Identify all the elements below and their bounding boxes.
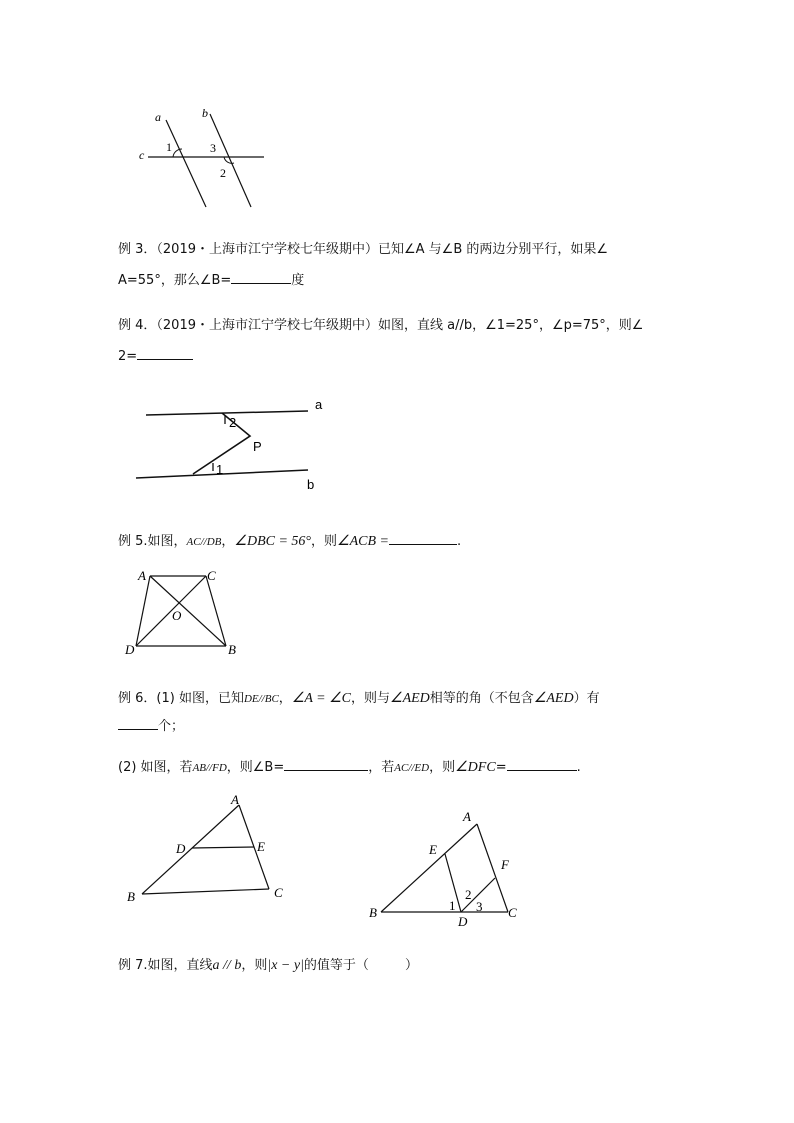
label-angle-2: 2 [220,166,226,180]
example-4-text: 例 4．（2019・上海市江宁学校七年级期中）如图，直线 a//b，∠1=25°，∠p=75°，则∠ [118,318,644,333]
example-7-post: 的值等于（ [303,958,369,973]
label-C: C [274,885,283,900]
label-D: D [125,642,135,657]
example-6-part2-ask2-pre: ，则 [429,760,456,775]
label-A: A [231,792,239,807]
figure-triangle-edf [365,806,535,931]
example-5-given: ∠DBC = 56° [234,534,312,549]
example-6-part2-cond2: AC//ED [394,762,430,774]
example-6-angle-2: ∠AED [533,691,574,706]
label-B: B [369,905,377,920]
example-7-condition: a // b [212,958,242,973]
example-6-part2-ask1: ，则∠B= [226,760,285,775]
example-5-condition: AC//DB [186,536,222,548]
example-7-mid: ，则 [241,958,268,973]
line-a [166,120,206,207]
figure-parallel-lines-abc [130,100,280,215]
label-D: D [458,914,468,929]
example-5-prefix: 例 5.如图， [118,534,187,549]
example-6-part2-ask2: ∠DFC [455,760,496,775]
answer-blank[interactable] [231,271,291,284]
example-4-ask: 2= [118,349,138,364]
label-angle-2: 2 [465,887,472,902]
example-6-part2-mid: ，若 [368,760,395,775]
example-6-part2-eq: = [495,760,507,775]
segment-AB [381,824,477,912]
answer-blank-1[interactable] [284,758,368,771]
label-A: A [138,568,146,583]
segment-CB [206,576,226,646]
example-6-mid: ，则与 [351,691,391,706]
diagonal-AB [150,576,226,646]
example-6-equality: ∠A = ∠C [291,691,351,706]
label-angle-3: 3 [210,141,216,155]
example-6-post: ）有 [573,691,600,706]
label-A: A [463,809,471,824]
label-a: a [315,397,323,412]
segment-AB [142,805,239,894]
example-7-close: ） [404,958,418,973]
example-6-line-1 [118,690,600,708]
example-5-ask: ∠ACB = [337,534,389,549]
segment-AD [136,576,150,646]
example-7-prefix: 例 7.如图，直线 [118,958,213,973]
example-5-line [118,532,461,551]
example-6-mid2: 相等的角（不包含 [429,691,534,706]
example-4-line-2 [118,347,193,366]
line-a [146,411,308,415]
example-3-line-1 [118,241,608,259]
label-C: C [207,568,216,583]
example-6-part2-prefix: (2) 如图，若 [118,760,193,775]
label-E: E [429,842,437,857]
example-6-part2-cond1: AB//FD [192,762,227,774]
answer-blank[interactable] [389,532,457,545]
example-3-condition: A=55°，那么∠B= [118,273,232,288]
label-a: a [155,110,161,124]
label-D: D [176,841,186,856]
label-E: E [257,839,265,854]
label-angle-1: 1 [166,140,172,154]
example-6-part-2 [118,758,581,777]
label-p: P [253,439,262,454]
figure-zigzag-parallel [130,392,330,492]
label-B: B [228,642,236,657]
label-b: b [307,477,315,492]
example-5-end: . [456,534,462,549]
label-O: O [172,608,182,623]
segment-BC [142,889,269,894]
label-C: C [508,905,517,920]
example-3-text: 例 3．（2019・上海市江宁学校七年级期中）已知∠A 与∠B 的两边分别平行，如果∠ [118,242,609,257]
label-F: F [501,857,509,872]
example-6-condition: DE//BC [243,693,279,705]
segment-DE [192,847,254,848]
label-angle-3: 3 [476,899,483,914]
line-b [210,114,251,207]
example-6-count-unit: 个； [158,719,185,734]
example-6-angle: ∠AED [390,691,430,706]
example-3-line-2 [118,271,304,290]
label-angle-2: 2 [229,415,237,430]
example-7-line [118,957,418,975]
example-6-prefix: 例 6．(1) 如图，已知 [118,691,244,706]
answer-blank[interactable] [137,347,193,360]
example-5-ask-pre: ，则 [311,534,338,549]
label-angle-1: 1 [216,462,224,477]
label-b: b [202,106,208,120]
answer-blank-2[interactable] [507,758,577,771]
example-3-unit: 度 [291,273,305,288]
example-6-end: . [576,760,581,775]
example-7-expression: |x − y| [267,958,304,973]
label-angle-1: 1 [449,898,456,913]
label-B: B [127,889,135,904]
example-6-sep: ， [278,691,292,706]
figure-triangle-de-parallel-bc [120,790,300,910]
example-6-line-2 [118,717,184,736]
example-5-sep: ， [221,534,235,549]
example-4-line-1 [118,317,643,335]
figure-trapezoid [120,562,250,662]
diagonal-CD [136,576,206,646]
answer-blank[interactable] [118,717,158,730]
label-c: c [139,148,145,162]
